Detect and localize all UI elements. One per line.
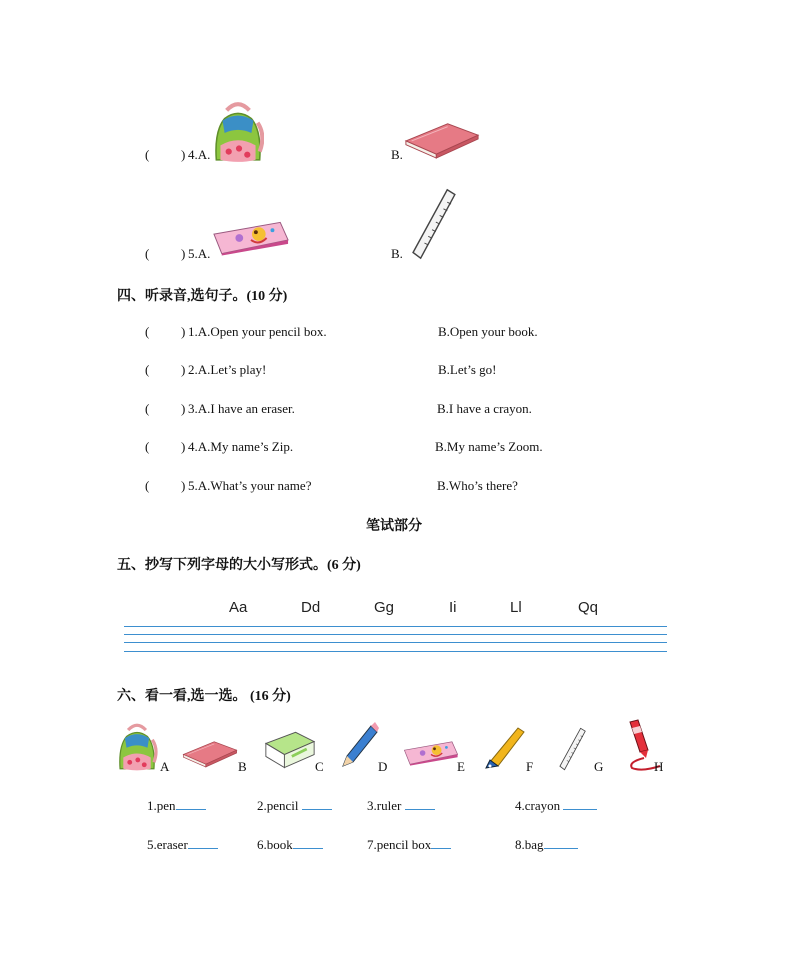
backpack-icon — [212, 100, 264, 164]
picture-letter: D — [378, 759, 388, 774]
question-label-a: 4.A. — [188, 147, 211, 162]
answer-paren-close: ) — [181, 246, 186, 261]
list-item — [147, 836, 218, 853]
book-icon — [182, 738, 238, 768]
item-label: 6.book — [257, 837, 293, 852]
list-item — [515, 836, 578, 853]
writing-line — [124, 651, 667, 652]
option-b: B.Open your book. — [438, 324, 538, 339]
option-b: B.Who’s there? — [437, 478, 518, 493]
item-label: 5.eraser — [147, 837, 188, 852]
answer-blank[interactable] — [405, 797, 435, 810]
writing-line — [124, 626, 667, 627]
pencil-icon — [339, 720, 379, 770]
part6-heading: 六、看一看,选一选。 (16 分) — [117, 689, 291, 704]
eraser-icon — [264, 728, 316, 770]
letter-pair: Ii — [449, 599, 457, 616]
option-a: 3.A.I have an eraser. — [188, 401, 295, 416]
answer-blank[interactable] — [293, 836, 323, 849]
option-b: B.Let’s go! — [438, 362, 497, 377]
ruler-icon — [404, 186, 462, 262]
backpack-icon — [116, 722, 158, 772]
answer-paren-close: ) — [181, 478, 186, 493]
item-label: 1.pen — [147, 798, 176, 813]
item-label: 2.pencil — [257, 798, 299, 813]
answer-blank[interactable] — [176, 797, 206, 810]
answer-blank[interactable] — [563, 797, 597, 810]
answer-blank[interactable] — [544, 836, 578, 849]
answer-paren-open[interactable]: ( — [145, 147, 150, 162]
letter-pair: Aa — [229, 599, 248, 616]
option-b: B.My name’s Zoom. — [435, 439, 543, 454]
ruler-icon — [551, 726, 593, 772]
answer-paren-open[interactable]: ( — [145, 246, 150, 261]
item-label: 7.pencil box — [367, 837, 432, 852]
letter-pair: Gg — [374, 599, 395, 616]
list-item — [257, 836, 323, 853]
question-label-b: B. — [391, 246, 403, 261]
answer-paren-open[interactable]: ( — [145, 439, 150, 454]
answer-blank[interactable] — [302, 797, 332, 810]
answer-paren-close: ) — [181, 324, 186, 339]
list-item — [367, 797, 435, 814]
picture-letter: A — [160, 759, 170, 774]
list-item — [147, 797, 206, 814]
answer-paren-open[interactable]: ( — [145, 324, 150, 339]
item-label: 8.bag — [515, 837, 544, 852]
part4-heading: 四、听录音,选句子。(10 分) — [117, 289, 288, 304]
pencil-box-icon — [212, 218, 290, 258]
option-a: 2.A.Let’s play! — [188, 362, 267, 377]
option-b: B.I have a crayon. — [437, 401, 532, 416]
answer-paren-open[interactable]: ( — [145, 362, 150, 377]
letter-pair: Qq — [578, 599, 599, 616]
letter-pair: Ll — [510, 599, 522, 616]
item-label: 3.ruler — [367, 798, 402, 813]
pencil-box-icon — [403, 737, 459, 769]
question-label-a: 5.A. — [188, 246, 211, 261]
book-icon — [404, 118, 480, 160]
pen-icon — [484, 722, 528, 770]
written-section-title: 笔试部分 — [366, 519, 422, 534]
answer-paren-close: ) — [181, 147, 186, 162]
answer-paren-close: ) — [181, 362, 186, 377]
list-item — [367, 836, 451, 853]
picture-letter: H — [654, 759, 664, 774]
option-a: 4.A.My name’s Zip. — [188, 439, 294, 454]
part5-heading: 五、抄写下列字母的大小写形式。(6 分) — [117, 558, 361, 573]
list-item — [515, 797, 597, 814]
picture-letter: G — [594, 759, 604, 774]
picture-letter: F — [526, 759, 534, 774]
answer-blank[interactable] — [188, 836, 218, 849]
picture-letter: C — [315, 759, 324, 774]
answer-blank[interactable] — [431, 836, 451, 849]
option-a: 1.A.Open your pencil box. — [188, 324, 327, 339]
item-label: 4.crayon — [515, 798, 561, 813]
answer-paren-open[interactable]: ( — [145, 401, 150, 416]
option-a: 5.A.What’s your name? — [188, 478, 312, 493]
answer-paren-open[interactable]: ( — [145, 478, 150, 493]
question-label-b: B. — [391, 147, 403, 162]
writing-line — [124, 634, 667, 635]
letter-pair: Dd — [301, 599, 321, 616]
writing-line — [124, 642, 667, 643]
picture-letter: E — [457, 759, 465, 774]
answer-paren-close: ) — [181, 439, 186, 454]
answer-paren-close: ) — [181, 401, 186, 416]
picture-letter: B — [238, 759, 247, 774]
list-item — [257, 797, 332, 814]
